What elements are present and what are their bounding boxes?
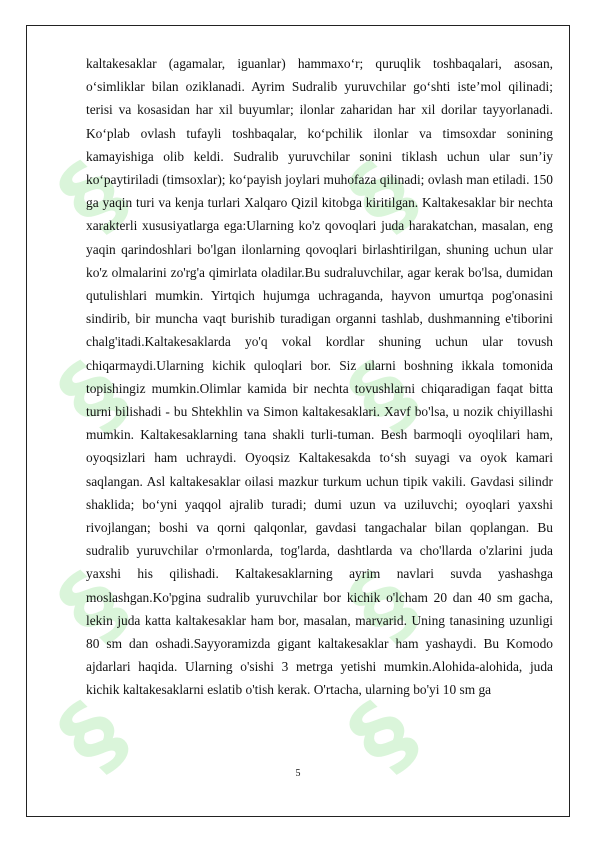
watermark-mark: § [328,341,437,450]
watermark-mark: § [38,681,147,790]
watermark-mark: § [328,551,437,660]
watermark-mark: § [38,341,147,450]
watermark-mark: § [38,551,147,660]
watermark-mark: § [38,141,147,250]
body-paragraph: kaltakesaklar (agamalar, iguanlar) hammaxo‘r; quruqlik toshbaqalari, asosan, o‘simliklar bilan oziklanadi. Ayrim Sudralib yuruvchilar go‘shti iste’mol qilinadi; terisi va kosasidan har xil buyumlar; ilonlar zaharidan har xil dorilar tayyorlanadi. Ko‘plab ovlash tufayli toshbaqalar, ko‘pchilik ilonlar va timsoxdar sonining kamayishiga olib keldi. Sudralib yuruvchilar sonini tiklash uchun ular sun’iy ko‘paytiriladi (timsoxlar); ko‘payish joylari muhofaza qilinadi; ovlash man etiladi. 150 ga yaqin turi va kenja turlari Xalqaro Qizil kitobga kiritilgan. Kaltakesaklar bir nechta xarakterli xususiyatlarga ega:Ularning ko'z qovoqlari juda harakatchan, masalan, eng yaqin qarindoshlari bo'lgan ilonlarning qovoqlari birlashtirilgan, shuning uchun ular ko'z olmalarini zo'rg'a qimirlata oladilar.Bu sudraluvchilar, agar kerak bo'lsa, dumidan qutulishlari mumkin. Yirtqich hujumga uchraganda, hayvon umurtqa pog'onasini sindirib, bir muncha vaqt burishib turadigan organni tashlab, dushmanning e'tiborini chalg'itadi.Kaltakesaklarda yo'q vokal kordlar shuning uchun ular tovush chiqarmaydi.Ularning kichik quloqlari bor. Siz ularni boshning ikkala tomonida topishingiz mumkin.Olimlar kamida bir nechta tovushlarni chiqaradigan faqat bitta turni bilishadi - bu Shtekhlin va Simon kaltakesaklari. Xavf bo'lsa, u nozik chiyillashi mumkin. Kaltakesaklarning tana shakli turli-tuman. Besh barmoqli oyoqlilari ham, oyoqsizlari ham uchraydi. Oyoqsiz Kaltakesakda to‘sh suyagi va oyok kamari saqlangan. Asl kaltakesaklar oilasi mazkur turkum uchun tipik vakili. Gavdasi silindr shaklida; bo‘yni yaqqol ajralib turadi; dumi uzun va uziluvchi; oyoqlari yaxshi rivojlangan; boshi va qorni qalqonlar, gavdasi tangachalar bilan qoplangan. Bu sudralib yuruvchilar o'rmonlarda, tog'larda, dashtlarda va cho'llarda o'zlarini juda yaxshi his qilishadi. Kaltakesaklarning ayrim navlari suvda yashashga moslashgan.Ko'pgina sudralib yuruvchilar bor kichik o'lcham 20 dan 40 sm gacha, lekin juda katta kaltakesaklar ham bor, masalan, marvarid. Uning tanasining uzunligi 80 sm dan oshadi.Sayyoramizda gigant kaltakesaklar ham yashaydi. Bu Komodo ajdarlari haqida. Ularning o'sishi 3 metrga yetishi mumkin.Alohida-alohida, juda kichik kaltakesaklarni eslatib o'tish kerak. O'rtacha, ularning bo'yi 10 sm ga [86,56,553,698]
watermark-mark: § [328,681,437,790]
watermark-mark: § [328,141,437,250]
page-number: 5 [295,768,301,779]
